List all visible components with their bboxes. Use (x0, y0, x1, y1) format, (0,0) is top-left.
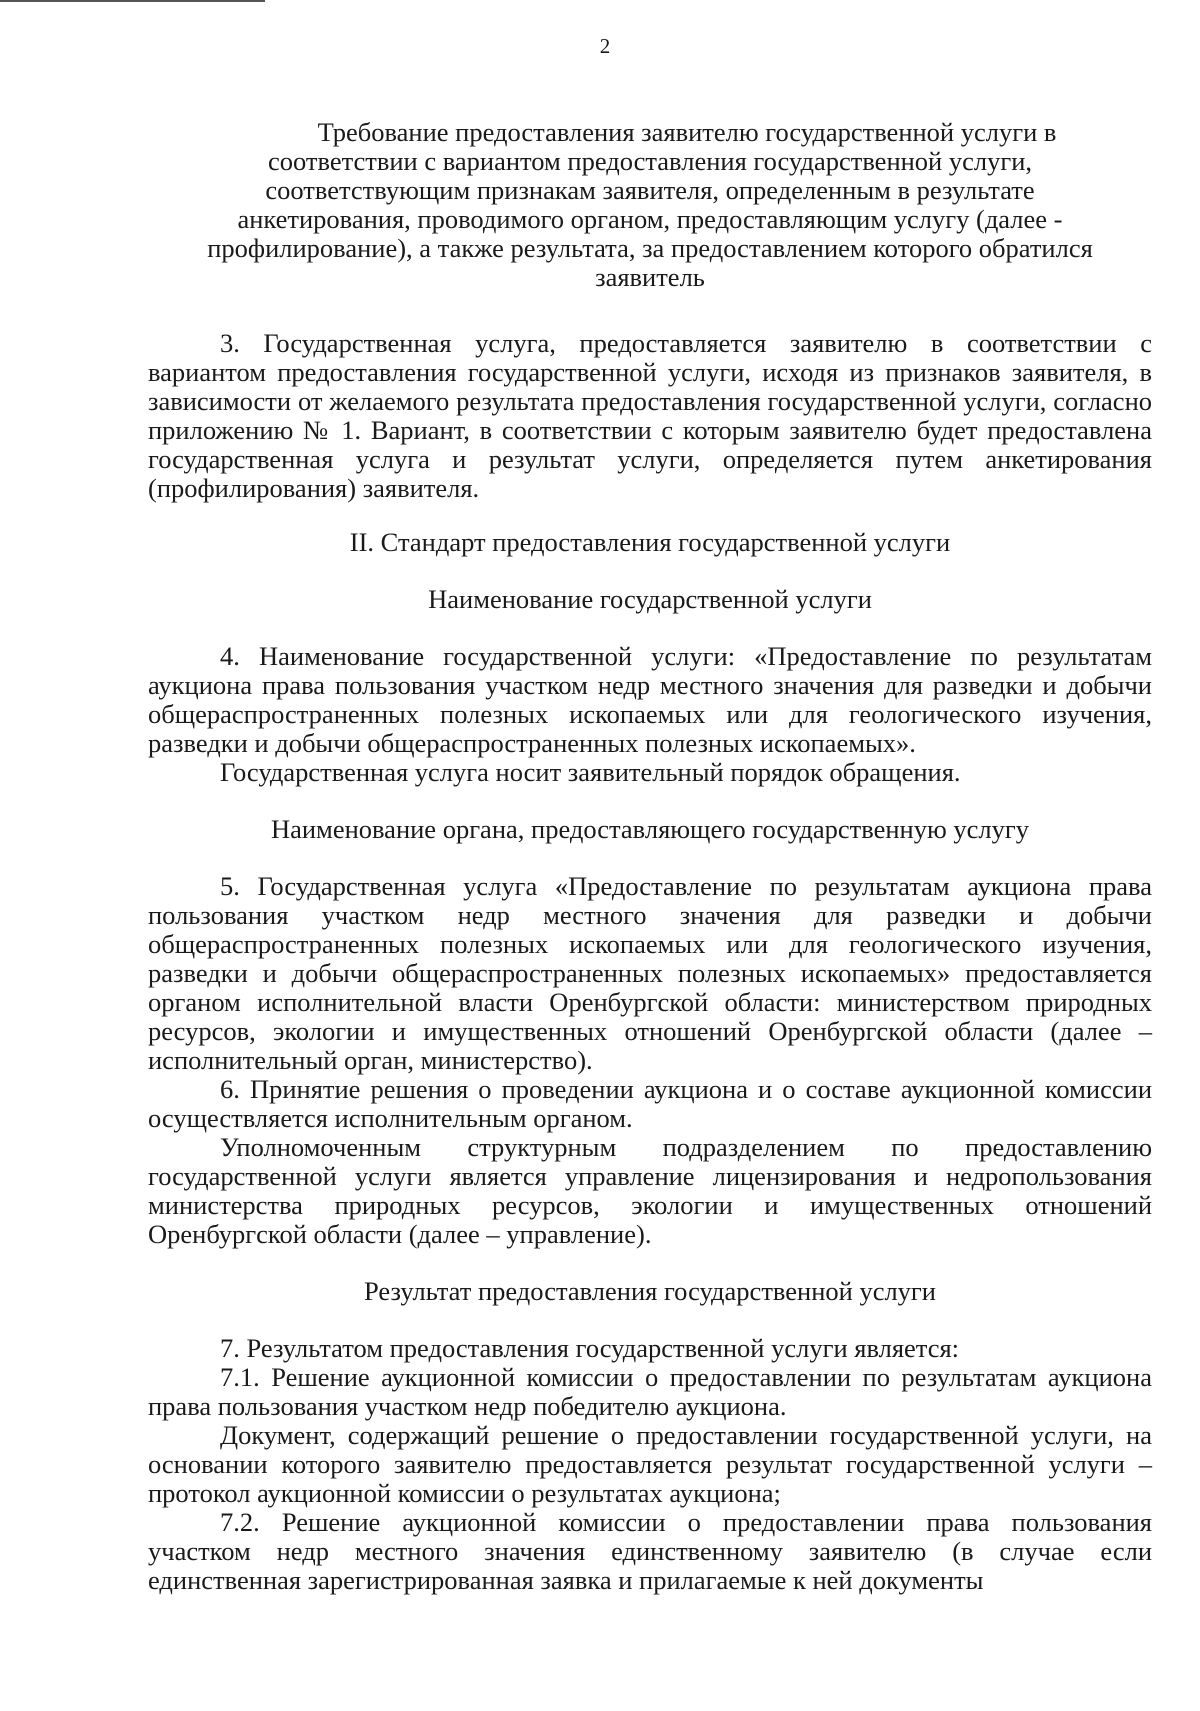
document-body (148, 118, 1152, 1595)
paragraph-6: 6. Принятие решения о проведении аукциона и о составе аукционной комиссии осуществляется исполнительным органом. (148, 1074, 1152, 1133)
scan-edge-line (0, 0, 265, 2)
paragraph-7-document: Документ, содержащий решение о предоставлении государственной услуги, на основании которого заявителю предоставляется результат государственной услуги – протокол аукционной комиссии о результатах аукциона; (148, 1420, 1152, 1508)
paragraph-4-note: Государственная услуга носит заявительный порядок обращения. (220, 757, 961, 787)
title-line: Требование предоставления заявителю государственной услуги в (317, 117, 1057, 147)
paragraph-7-2: 7.2. Решение аукционной комиссии о предоставлении права пользования участком недр местного значения единственному заявителю (в случае если единственная зарегистрированная заявка и прилагаемые к ней документы (148, 1507, 1152, 1595)
paragraph-6-authorized-unit: Уполномоченным структурным подразделением по предоставлению государственной услуги является управление лицензирования и недропользования министерства природных ресурсов, экологии и имущественных отношений Оренбургской области (далее – управление). (148, 1132, 1152, 1249)
section-title (170, 118, 1130, 292)
paragraph-7-1: 7.1. Решение аукционной комиссии о предоставлении по результатам аукциона права пользования участком недр победителю аукциона. (148, 1362, 1152, 1421)
paragraph-5: 5. Государственная услуга «Предоставление по результатам аукциона права пользования участком недр местного значения для разведки и добычи общераспространенных полезных ископаемых или для геологического изучения, разведки и добычи общераспространенных полезных ископаемых» предоставляется органом исполнительной власти Оренбургской области: министерством природных ресурсов, экологии и имущественных отношений Оренбургской области (далее – исполнительный орган, министерство). (148, 871, 1152, 1075)
paragraph-4: 4. Наименование государственной услуги: «Предоставление по результатам аукциона права пользования участком недр местного значения для разведки и добычи общераспространенных полезных ископаемых или для геологического изучения, разведки и добычи общераспространенных полезных ископаемых». (148, 641, 1152, 758)
title-line: соответствующим признакам заявителя, определенным в результате (265, 175, 1035, 205)
section-heading-standard: II. Стандарт предоставления государственной услуги (349, 527, 951, 557)
title-line: анкетирования, проводимого органом, предоставляющим услугу (далее - (237, 204, 1063, 234)
page-number: 2 (599, 34, 611, 58)
title-line: профилирование), а также результата, за предоставлением которого обратился (207, 233, 1093, 263)
title-line: заявитель (595, 262, 705, 292)
heading-organ: Наименование органа, предоставляющего государственную услугу (270, 814, 1030, 844)
heading-service-name: Наименование государственной услуги (428, 584, 872, 614)
paragraph-3: 3. Государственная услуга, предоставляется заявителю в соответствии с вариантом предоставления государственной услуги, исходя из признаков заявителя, в зависимости от желаемого результата предоставления государственной услуги, согласно приложению № 1. Вариант, в соответствии с которым заявителю будет предоставлена государственная услуга и результат услуги, определяется путем анкетирования (профилирования) заявителя. (148, 328, 1152, 503)
heading-result: Результат предоставления государственной услуги (364, 1276, 936, 1306)
title-line: соответствии с вариантом предоставления государственной услуги, (267, 146, 1033, 176)
paragraph-7: 7. Результатом предоставления государственной услуги является: (220, 1333, 960, 1363)
